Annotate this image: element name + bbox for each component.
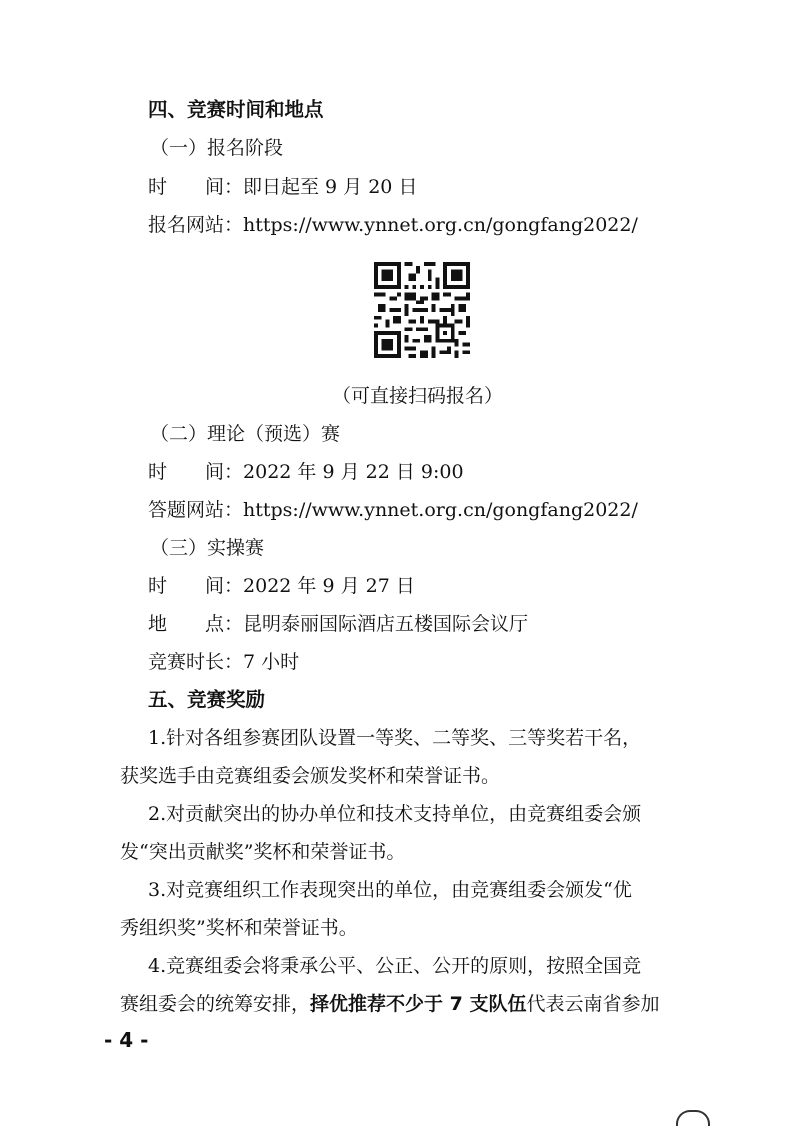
practical-time-value: 2022 年 9 月 27 日 bbox=[243, 575, 415, 597]
theory-time bbox=[148, 458, 464, 486]
practical-place-label: 地 点： bbox=[148, 613, 244, 635]
page-number: - 4 - bbox=[104, 1028, 149, 1052]
award-paragraph-4-line-2 bbox=[120, 990, 659, 1018]
qr-caption: （可直接扫码报名） bbox=[332, 385, 504, 407]
practical-place bbox=[148, 610, 528, 638]
practical-duration-value: 7 小时 bbox=[243, 651, 300, 673]
subheading-registration: （一）报名阶段 bbox=[150, 137, 284, 159]
practical-place-value: 昆明泰丽国际酒店五楼国际会议厅 bbox=[243, 613, 529, 635]
registration-time-label: 时 间： bbox=[148, 176, 244, 198]
award-paragraph-4-text-a: 赛组委会的统筹安排， bbox=[120, 993, 311, 1015]
award-paragraph-2-line-1: 2.对贡献突出的协办单位和技术支持单位，由竞赛组委会颁 bbox=[148, 803, 642, 825]
theory-site-label: 答题网站： bbox=[148, 499, 244, 521]
award-paragraph-3-line-1: 3.对竞赛组织工作表现突出的单位，由竞赛组委会颁发“优 bbox=[148, 879, 632, 901]
registration-site-label: 报名网站： bbox=[148, 214, 244, 236]
theory-site-url[interactable]: https://www.ynnet.org.cn/gongfang2022/ bbox=[243, 499, 638, 521]
theory-time-value: 2022 年 9 月 22 日 9:00 bbox=[243, 461, 464, 483]
practical-duration bbox=[148, 648, 299, 676]
registration-time-value: 即日起至 9 月 20 日 bbox=[243, 176, 418, 198]
registration-time bbox=[148, 173, 417, 201]
practical-duration-label: 竞赛时长： bbox=[148, 651, 244, 673]
practical-time bbox=[148, 572, 415, 600]
registration-site-url[interactable]: https://www.ynnet.org.cn/gongfang2022/ bbox=[243, 214, 638, 236]
practical-time-label: 时 间： bbox=[148, 575, 244, 597]
section-heading-awards: 五、竞赛奖励 bbox=[148, 688, 266, 711]
award-paragraph-4-line-1: 4.竞赛组委会将秉承公平、公正、公开的原则，按照全国竞 bbox=[148, 955, 642, 977]
theory-site bbox=[148, 496, 638, 524]
award-paragraph-1-line-1: 1.针对各组参赛团队设置一等奖、二等奖、三等奖若干名， bbox=[148, 727, 642, 749]
award-paragraph-2-line-2: 发“突出贡献奖”奖杯和荣誉证书。 bbox=[120, 841, 406, 863]
theory-time-label: 时 间： bbox=[148, 461, 244, 483]
corner-mark-icon bbox=[676, 1110, 710, 1126]
subheading-practical-round: （三）实操赛 bbox=[150, 537, 265, 559]
award-paragraph-1-line-2: 获奖选手由竞赛组委会颁发奖杯和荣誉证书。 bbox=[120, 765, 501, 787]
section-heading-schedule: 四、竞赛时间和地点 bbox=[148, 98, 324, 121]
award-paragraph-3-line-2: 秀组织奖”奖杯和荣誉证书。 bbox=[120, 917, 358, 939]
registration-qr-code[interactable] bbox=[374, 262, 470, 358]
award-paragraph-4-text-c: 代表云南省参加 bbox=[526, 993, 660, 1015]
subheading-theory-round: （二）理论（预选）赛 bbox=[150, 423, 341, 445]
award-paragraph-4-emphasis: 择优推荐不少于 7 支队伍 bbox=[310, 993, 527, 1015]
registration-site bbox=[148, 211, 638, 239]
